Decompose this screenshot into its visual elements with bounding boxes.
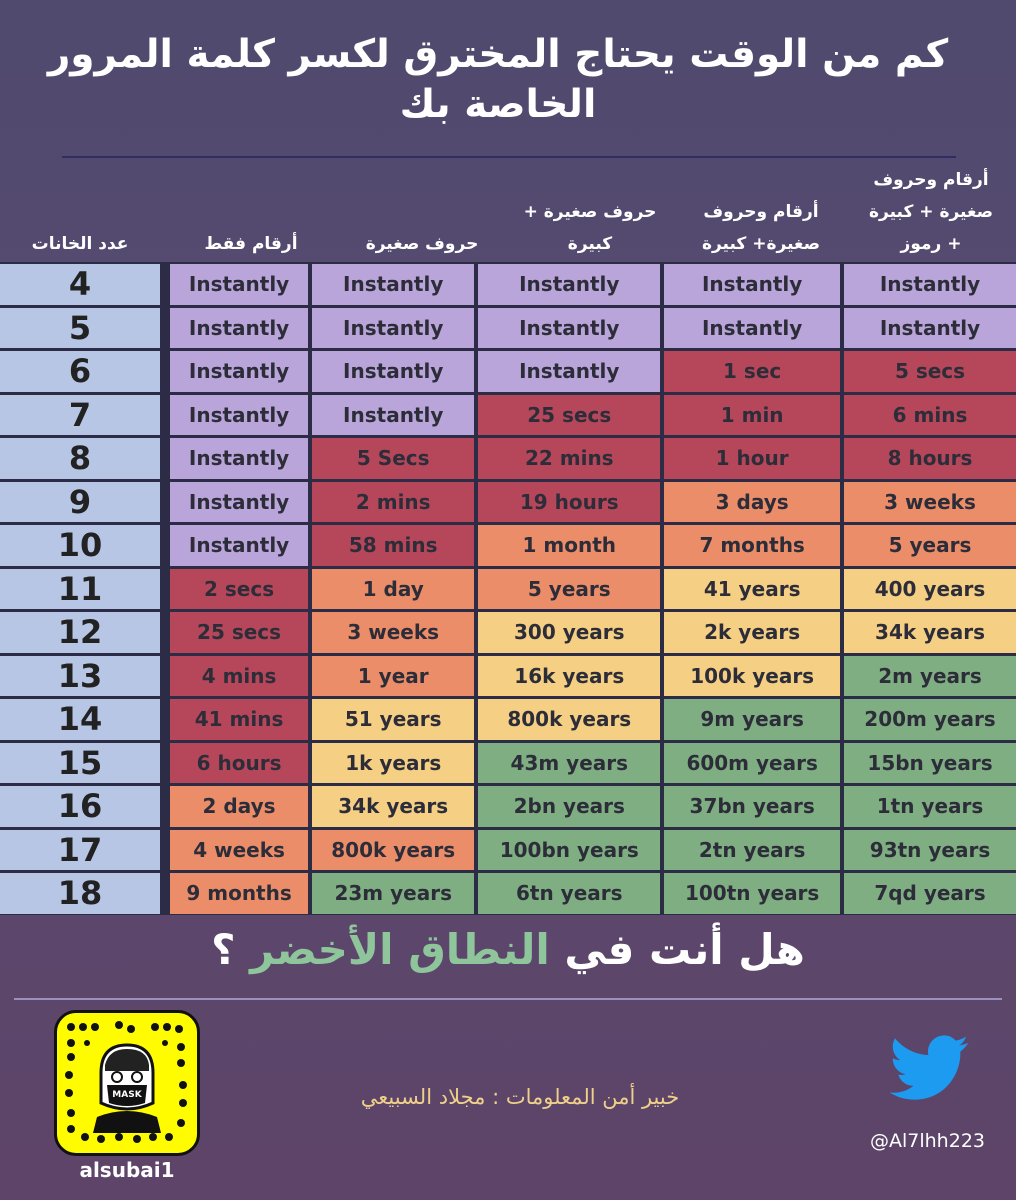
time-cell: 1k years: [308, 741, 474, 785]
table-row: [0, 654, 1016, 698]
table-row: [0, 262, 1016, 306]
length-cell: 10: [0, 523, 166, 567]
header-all: [846, 160, 1016, 260]
length-cell: 9: [0, 480, 166, 524]
author-credit: خبير أمن المعلومات : مجلاد السبيعي: [360, 1085, 680, 1109]
time-cell: 6tn years: [474, 871, 660, 915]
question-highlight: النطاق الأخضر: [250, 925, 550, 974]
time-cell: Instantly: [166, 306, 308, 350]
time-cell: 22 mins: [474, 436, 660, 480]
footer-divider: [14, 998, 1002, 1000]
crack-time-table: [0, 262, 1016, 915]
length-cell: 12: [0, 610, 166, 654]
time-cell: 1tn years: [840, 784, 1016, 828]
time-cell: 3 days: [660, 480, 840, 524]
time-cell: 5 Secs: [308, 436, 474, 480]
length-cell: 18: [0, 871, 166, 915]
table-row: [0, 567, 1016, 611]
time-cell: 2 secs: [166, 567, 308, 611]
time-cell: 100tn years: [660, 871, 840, 915]
length-cell: 7: [0, 393, 166, 437]
time-cell: Instantly: [166, 523, 308, 567]
header-lower: [336, 160, 508, 260]
snapcode-icon: [57, 1013, 197, 1153]
time-cell: 800k years: [474, 697, 660, 741]
header-digits-letters: [676, 160, 846, 260]
snapchat-username: alsubai1: [79, 1158, 175, 1182]
time-cell: 3 weeks: [308, 610, 474, 654]
table-row: [0, 871, 1016, 915]
twitter-handle[interactable]: @Al7lhh223: [870, 1130, 985, 1152]
time-cell: Instantly: [166, 349, 308, 393]
length-cell: 13: [0, 654, 166, 698]
time-cell: 23m years: [308, 871, 474, 915]
table-row: [0, 523, 1016, 567]
header-length: [0, 160, 160, 260]
table-row: [0, 480, 1016, 524]
time-cell: 34k years: [308, 784, 474, 828]
time-cell: 6 mins: [840, 393, 1016, 437]
header-upper-lower: [500, 160, 680, 260]
length-cell: 5: [0, 306, 166, 350]
time-cell: 1 year: [308, 654, 474, 698]
time-cell: 19 hours: [474, 480, 660, 524]
time-cell: Instantly: [308, 306, 474, 350]
time-cell: 15bn years: [840, 741, 1016, 785]
time-cell: 5 years: [840, 523, 1016, 567]
time-cell: Instantly: [474, 306, 660, 350]
table-row: [0, 784, 1016, 828]
time-cell: 200m years: [840, 697, 1016, 741]
header-lower-label: حروف صغيرة: [365, 234, 479, 254]
time-cell: Instantly: [166, 436, 308, 480]
time-cell: 58 mins: [308, 523, 474, 567]
time-cell: 800k years: [308, 828, 474, 872]
time-cell: 2 mins: [308, 480, 474, 524]
time-cell: 8 hours: [840, 436, 1016, 480]
time-cell: 2k years: [660, 610, 840, 654]
table-row: [0, 610, 1016, 654]
header-all-line1: أرقام وحروف: [873, 170, 989, 190]
time-cell: Instantly: [474, 349, 660, 393]
header-all-line2: صغيرة + كبيرة: [868, 202, 994, 222]
table-row: [0, 393, 1016, 437]
time-cell: 25 secs: [474, 393, 660, 437]
time-cell: 4 weeks: [166, 828, 308, 872]
time-cell: 2bn years: [474, 784, 660, 828]
time-cell: 1 day: [308, 567, 474, 611]
snapcode[interactable]: [54, 1010, 200, 1156]
time-cell: 2m years: [840, 654, 1016, 698]
page-title: كم من الوقت يحتاج المخترق لكسر كلمة المرور الخاصة بك: [47, 32, 949, 127]
time-cell: Instantly: [166, 393, 308, 437]
time-cell: 34k years: [840, 610, 1016, 654]
time-cell: 51 years: [308, 697, 474, 741]
time-cell: 37bn years: [660, 784, 840, 828]
time-cell: Instantly: [308, 349, 474, 393]
time-cell: Instantly: [660, 262, 840, 306]
length-cell: 11: [0, 567, 166, 611]
time-cell: Instantly: [166, 480, 308, 524]
length-cell: 17: [0, 828, 166, 872]
header-length-label: عدد الخانات: [31, 234, 129, 254]
header-digits: [166, 160, 336, 260]
time-cell: 25 secs: [166, 610, 308, 654]
time-cell: 5 years: [474, 567, 660, 611]
time-cell: 1 min: [660, 393, 840, 437]
time-cell: 100k years: [660, 654, 840, 698]
time-cell: 5 secs: [840, 349, 1016, 393]
title-divider: [62, 156, 956, 158]
length-cell: 4: [0, 262, 166, 306]
question-prefix: هل أنت في: [564, 925, 805, 974]
header-digits-letters-line2: صغيرة+ كبيرة: [701, 234, 821, 254]
length-cell: 15: [0, 741, 166, 785]
table-row: [0, 828, 1016, 872]
time-cell: 1 sec: [660, 349, 840, 393]
time-cell: 41 mins: [166, 697, 308, 741]
time-cell: 400 years: [840, 567, 1016, 611]
time-cell: 16k years: [474, 654, 660, 698]
time-cell: Instantly: [308, 262, 474, 306]
time-cell: 100bn years: [474, 828, 660, 872]
time-cell: 7qd years: [840, 871, 1016, 915]
time-cell: Instantly: [474, 262, 660, 306]
header-all-line3: + رموز: [900, 234, 962, 254]
header-digits-label: أرقام فقط: [204, 234, 298, 254]
length-cell: 8: [0, 436, 166, 480]
time-cell: Instantly: [660, 306, 840, 350]
time-cell: Instantly: [840, 262, 1016, 306]
time-cell: 6 hours: [166, 741, 308, 785]
time-cell: 600m years: [660, 741, 840, 785]
header-digits-letters-line1: أرقام وحروف: [703, 202, 819, 222]
time-cell: 1 month: [474, 523, 660, 567]
twitter-icon[interactable]: [890, 1035, 970, 1105]
time-cell: 4 mins: [166, 654, 308, 698]
green-zone-question: [0, 925, 1016, 974]
table-row: [0, 697, 1016, 741]
length-cell: 14: [0, 697, 166, 741]
time-cell: 9 months: [166, 871, 308, 915]
time-cell: 2 days: [166, 784, 308, 828]
time-cell: 1 hour: [660, 436, 840, 480]
time-cell: Instantly: [166, 262, 308, 306]
time-cell: Instantly: [840, 306, 1016, 350]
time-cell: 93tn years: [840, 828, 1016, 872]
table-row: [0, 436, 1016, 480]
time-cell: 7 months: [660, 523, 840, 567]
time-cell: 300 years: [474, 610, 660, 654]
length-cell: 16: [0, 784, 166, 828]
mask-text: MASK: [112, 1090, 142, 1100]
time-cell: 43m years: [474, 741, 660, 785]
time-cell: Instantly: [308, 393, 474, 437]
question-suffix: ؟: [211, 925, 236, 974]
table-row: [0, 349, 1016, 393]
table-row: [0, 306, 1016, 350]
table-row: [0, 741, 1016, 785]
time-cell: 9m years: [660, 697, 840, 741]
time-cell: 41 years: [660, 567, 840, 611]
time-cell: 3 weeks: [840, 480, 1016, 524]
time-cell: 2tn years: [660, 828, 840, 872]
header-upper-lower-label: حروف صغيرة + كبيرة: [523, 202, 657, 254]
length-cell: 6: [0, 349, 166, 393]
